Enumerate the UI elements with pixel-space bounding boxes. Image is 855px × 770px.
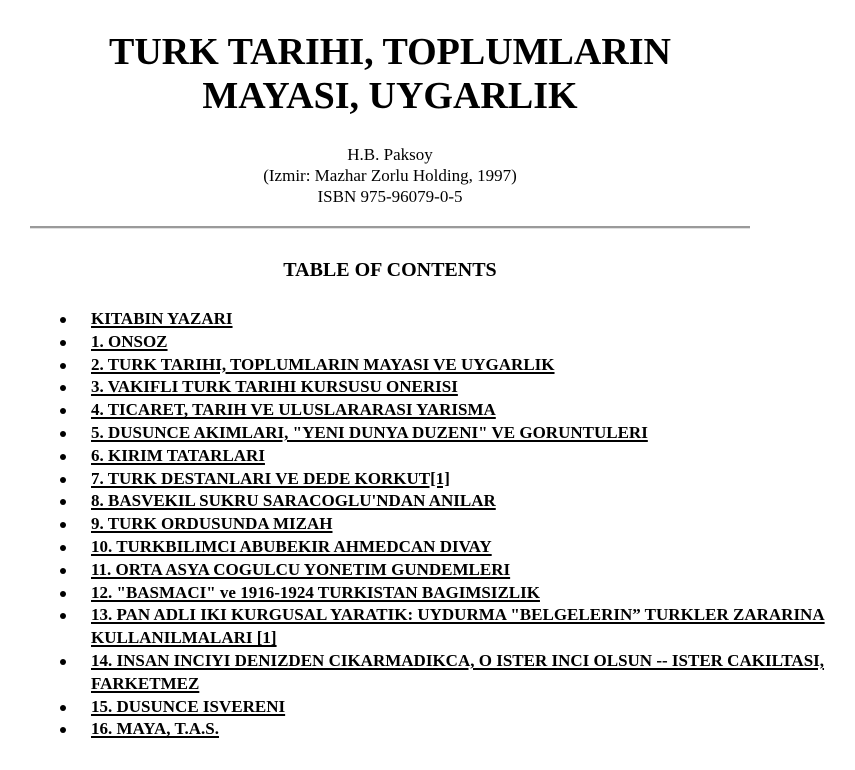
toc-item bbox=[56, 399, 836, 422]
bullet-icon bbox=[60, 522, 66, 528]
toc-item bbox=[56, 376, 836, 399]
toc-link-11[interactable]: 11. ORTA ASYA COGULCU YONETIM GUNDEMLERI bbox=[91, 559, 511, 579]
bullet-icon bbox=[60, 454, 66, 460]
toc-link-6[interactable]: 6. KIRIM TATARLARI bbox=[91, 445, 265, 465]
toc-item bbox=[56, 718, 836, 741]
toc-link-10[interactable]: 10. TURKBILIMCI ABUBEKIR AHMEDCAN DIVAY bbox=[91, 536, 492, 556]
toc-item bbox=[56, 422, 836, 445]
toc-link-16[interactable]: 16. MAYA, T.A.S. bbox=[91, 719, 220, 739]
title-line-2: MAYASI, UYGARLIK bbox=[202, 75, 578, 117]
bullet-icon bbox=[60, 317, 66, 323]
bullet-icon bbox=[60, 363, 66, 369]
toc-item bbox=[56, 650, 836, 696]
toc-link-8[interactable]: 8. BASVEKIL SUKRU SARACOGLU'NDAN ANILAR bbox=[91, 491, 496, 511]
toc-item bbox=[56, 559, 836, 582]
bullet-icon bbox=[60, 727, 66, 733]
toc-link-9[interactable]: 9. TURK ORDUSUNDA MIZAH bbox=[91, 514, 333, 534]
publication-info bbox=[30, 144, 750, 207]
toc-heading: TABLE OF CONTENTS bbox=[283, 259, 497, 281]
toc-link-7[interactable]: 7. TURK DESTANLARI VE DEDE KORKUT[1] bbox=[91, 468, 450, 488]
toc-link-12[interactable]: 12. "BASMACI" ve 1916-1924 TURKISTAN BAGIMSIZLIK bbox=[91, 582, 540, 602]
bullet-icon bbox=[60, 568, 66, 574]
toc-item bbox=[56, 696, 836, 719]
toc-link-5[interactable]: 5. DUSUNCE AKIMLARI, "YENI DUNYA DUZENI" VE GORUNTULERI bbox=[91, 422, 648, 442]
document-title bbox=[30, 30, 750, 118]
toc-item bbox=[56, 582, 836, 605]
toc-link-kitabin-yazari[interactable]: KITABIN YAZARI bbox=[91, 309, 233, 328]
bullet-icon bbox=[60, 659, 66, 665]
bullet-icon bbox=[60, 545, 66, 551]
toc-item bbox=[56, 468, 836, 491]
bullet-icon bbox=[60, 705, 66, 711]
toc-item bbox=[56, 604, 836, 650]
publisher-info: (Izmir: Mazhar Zorlu Holding, 1997) bbox=[263, 166, 517, 185]
toc-link-15[interactable]: 15. DUSUNCE ISVERENI bbox=[91, 696, 286, 716]
toc-item bbox=[56, 536, 836, 559]
bullet-icon bbox=[60, 591, 66, 597]
toc-item bbox=[56, 331, 836, 354]
toc-item bbox=[56, 354, 836, 377]
bullet-icon bbox=[60, 431, 66, 437]
bullet-icon bbox=[60, 408, 66, 414]
toc-link-4[interactable]: 4. TICARET, TARIH VE ULUSLARARASI YARISMA bbox=[91, 400, 496, 420]
toc-link-2[interactable]: 2. TURK TARIHI, TOPLUMLARIN MAYASI VE UYGARLIK bbox=[91, 354, 555, 374]
author-name: H.B. Paksoy bbox=[347, 145, 433, 164]
title-line-1: TURK TARIHI, TOPLUMLARIN bbox=[108, 31, 671, 73]
horizontal-divider bbox=[30, 226, 750, 229]
bullet-icon bbox=[60, 499, 66, 505]
bullet-icon bbox=[60, 477, 66, 483]
isbn-number: ISBN 975-96079-0-5 bbox=[317, 187, 463, 206]
bullet-icon bbox=[60, 385, 66, 391]
toc-link-13[interactable]: 13. PAN ADLI IKI KURGUSAL YARATIK: UYDURMA "BELGELERIN” TURKLER ZARARINA KULLANILMALARI [1] bbox=[91, 605, 825, 648]
toc-item bbox=[56, 513, 836, 536]
bullet-icon bbox=[60, 613, 66, 619]
bullet-icon bbox=[60, 340, 66, 346]
toc-link-14[interactable]: 14. INSAN INCIYI DENIZDEN CIKARMADIKCA, O ISTER INCI OLSUN -- ISTER CAKILTASI, FARKETMEZ bbox=[91, 650, 825, 693]
toc-item bbox=[56, 445, 836, 468]
toc-list bbox=[56, 308, 836, 741]
toc-link-3[interactable]: 3. VAKIFLI TURK TARIHI KURSUSU ONERISI bbox=[91, 377, 458, 397]
toc-item bbox=[56, 308, 836, 331]
toc-item bbox=[56, 490, 836, 513]
toc-link-1[interactable]: 1. ONSOZ bbox=[91, 331, 168, 351]
